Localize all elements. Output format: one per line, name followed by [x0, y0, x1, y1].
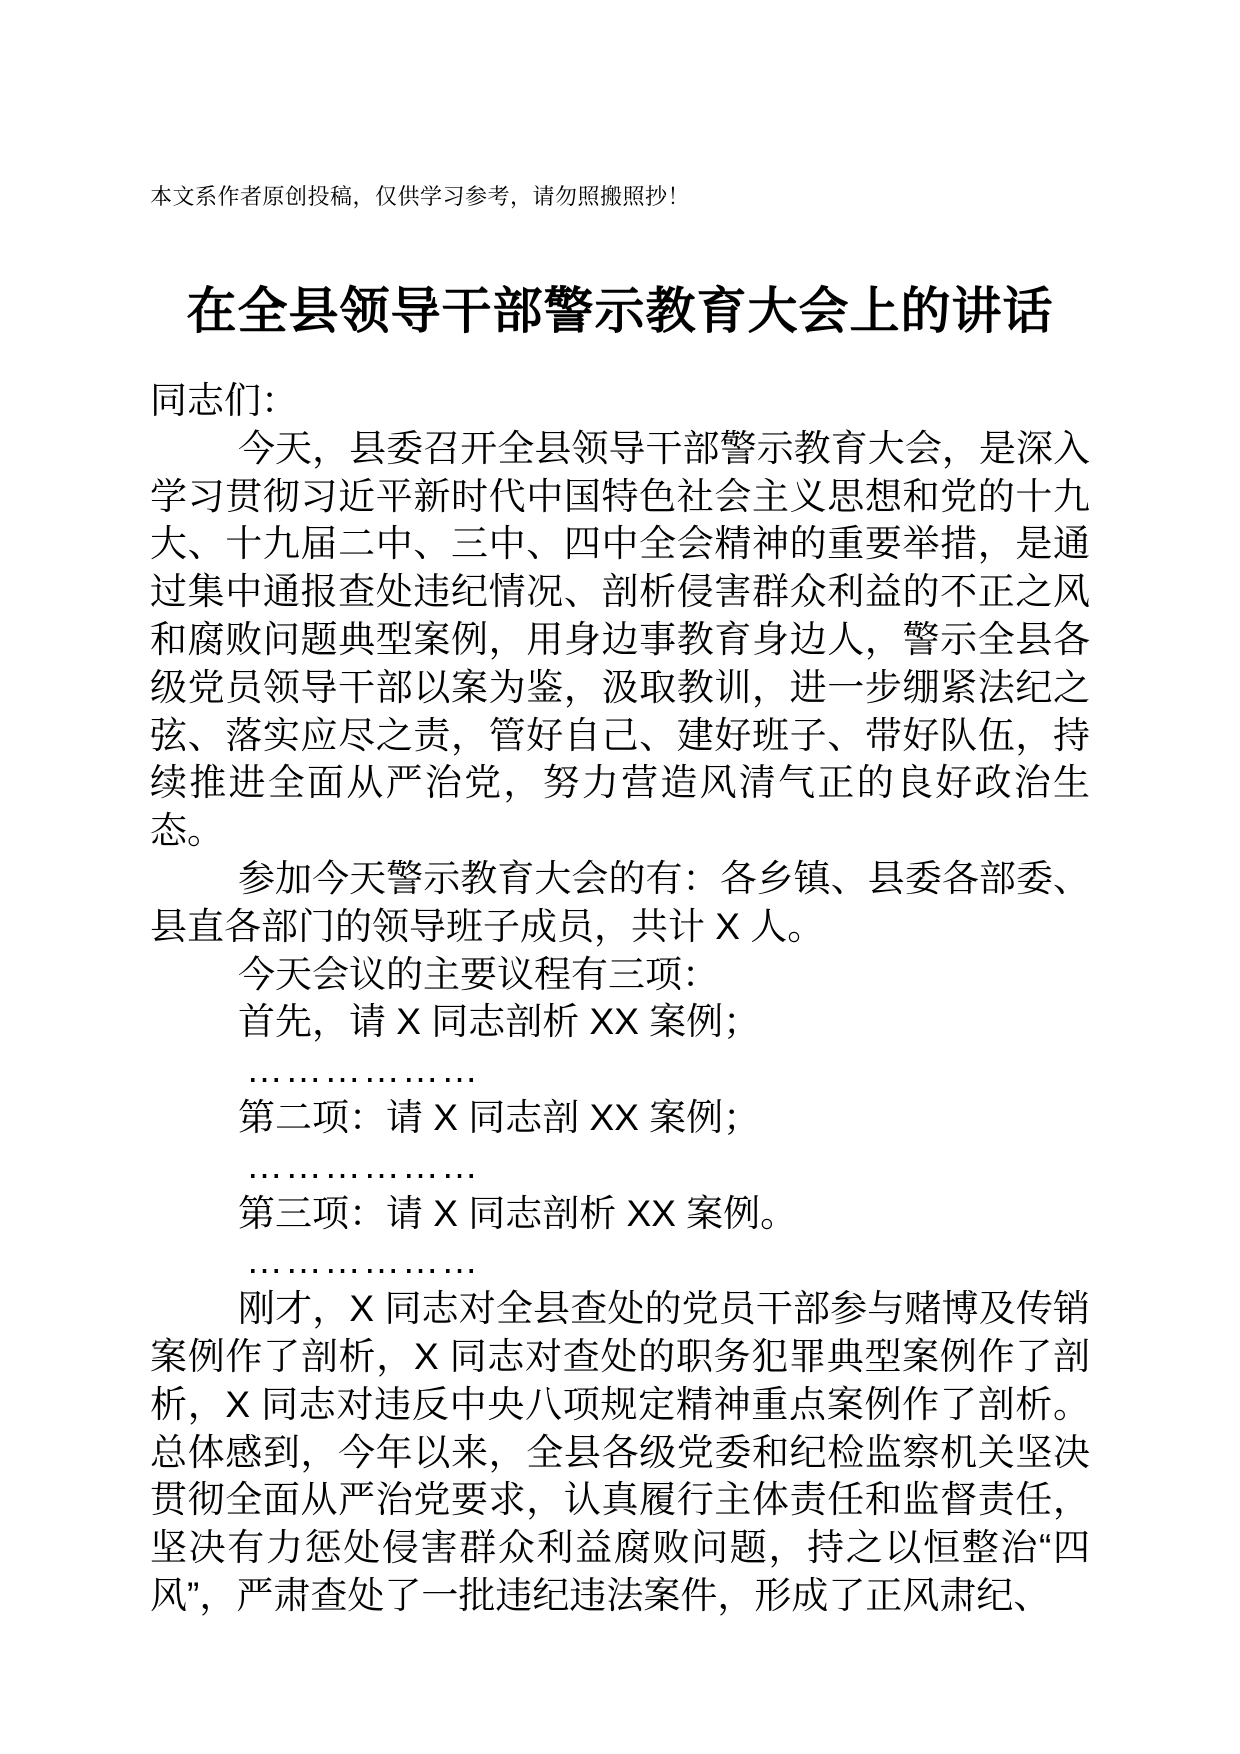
body-paragraph: 刚才，X 同志对全县查处的党员干部参与赌博及传销案例作了剖析，X 同志对查处的职务犯罪典型案例作了剖析，X 同志对违反中央八项规定精神重点案例作了剖析。总体感到，今年以来，全县各级党委和纪检监察机关坚决贯彻全面从严治党要求，认真履行主体责任和监督责任，坚决有力惩处侵害群众利益腐败问题，持之以恒整治“四风”，严肃查处了一批违纪违法案件，形成了正风肃纪、	[150, 1288, 1090, 1616]
document-body	[150, 377, 1090, 1620]
ellipsis-line: ………………	[246, 1049, 480, 1091]
disclaimer-note: 本文系作者原创投稿，仅供学习参考，请勿照搬照抄！	[150, 184, 691, 209]
ellipsis-line: ………………	[246, 1240, 480, 1282]
body-paragraph: 今天，县委召开全县领导干部警示教育大会，是深入学习贯彻习近平新时代中国特色社会主义思想和党的十九大、十九届二中、三中、四中全会精神的重要举措，是通过集中通报查处违纪情况、剖析侵害群众利益的不正之风和腐败问题典型案例，用身边事教育身边人，警示全县各级党员领导干部以案为鉴，汲取教训，进一步绷紧法纪之弦、落实应尽之责，管好自己、建好班子、带好队伍，持续推进全面从严治党，努力营造风清气正的良好政治生态。	[150, 427, 1090, 852]
document-title: 在全县领导干部警示教育大会上的讲话	[186, 282, 1054, 339]
body-paragraph: 第二项：请 X 同志剖 XX 案例；	[238, 1096, 761, 1138]
ellipsis-line: ………………	[246, 1144, 480, 1186]
body-paragraph: 同志们：	[150, 380, 298, 421]
body-paragraph: 首先，请 X 同志剖析 XX 案例；	[238, 1001, 761, 1043]
body-paragraph: 参加今天警示教育大会的有：各乡镇、县委各部委、县直各部门的领导班子成员，共计 X 人。	[150, 857, 1090, 947]
body-paragraph: 今天会议的主要议程有三项：	[238, 953, 719, 995]
body-paragraph: 第三项：请 X 同志剖析 XX 案例。	[238, 1192, 798, 1234]
